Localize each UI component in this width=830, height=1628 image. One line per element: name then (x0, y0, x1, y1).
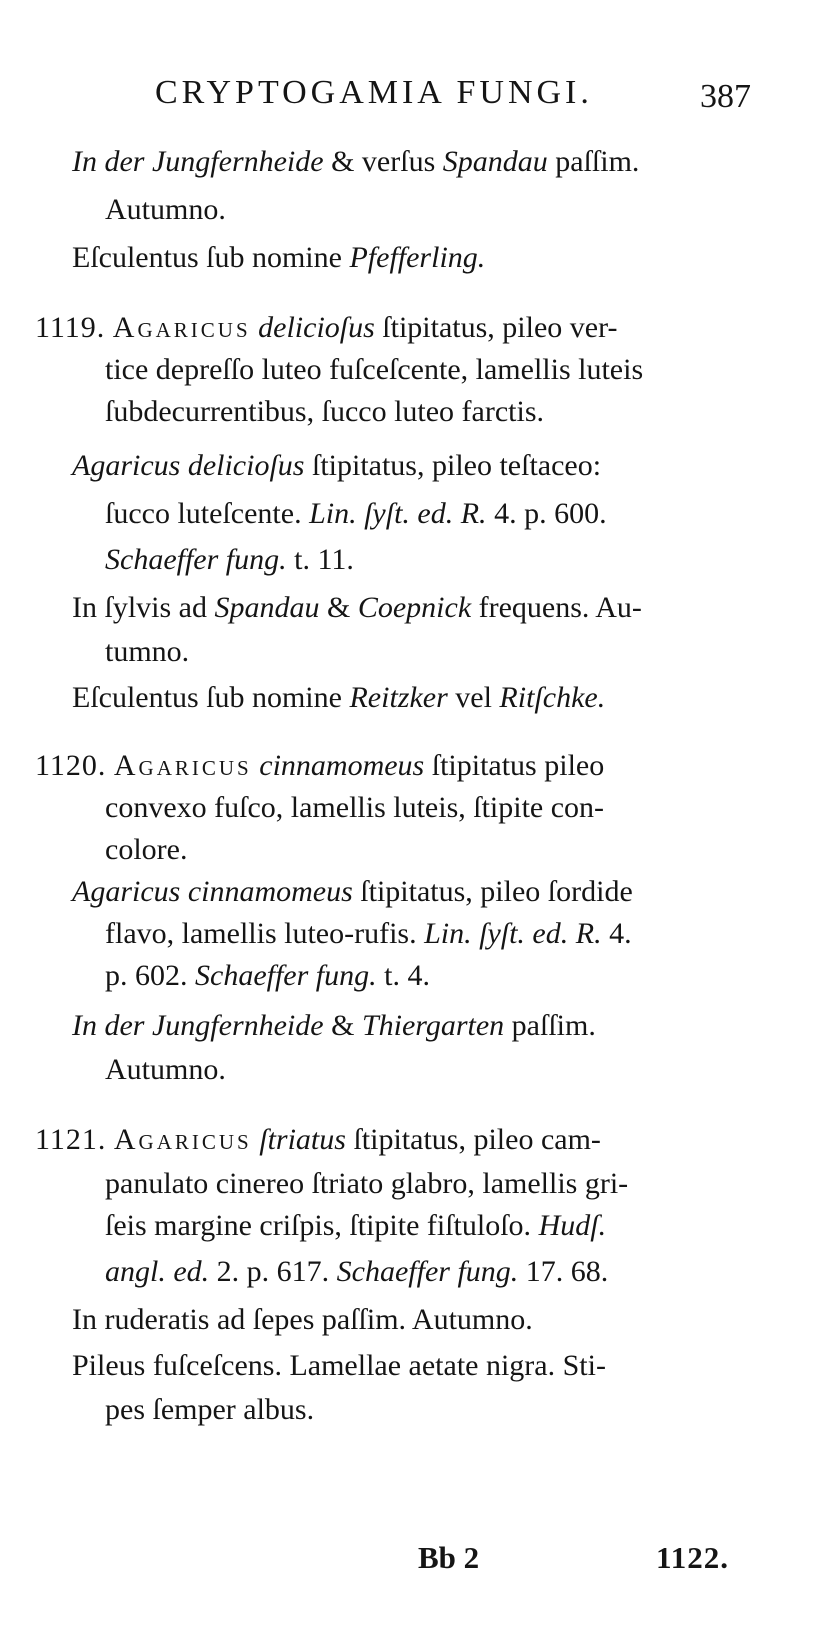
diagnosis-text: ſtipitatus, pileo ver- (374, 311, 618, 344)
habitat-line (72, 1006, 596, 1046)
reference: Schaeffer fung. (105, 543, 287, 576)
diagnosis-line: convexo fuſco, lamellis luteis, ſtipite con- (105, 791, 605, 824)
usage-line (72, 678, 605, 718)
text-run: flavo, lamellis luteo-rufis. (105, 917, 425, 950)
genus-name: Agaricus (113, 1123, 252, 1156)
entry-number: 1119. (35, 311, 106, 344)
text-run: 2. p. 617. (209, 1255, 337, 1288)
reference: Schaeffer fung. (195, 959, 377, 992)
habitat-place: Spandau (214, 591, 320, 624)
habitat-line (72, 588, 642, 628)
synonym-name: Agaricus cinnamomeus (72, 875, 353, 908)
text-run: vel (447, 681, 500, 714)
signature-mark: Bb 2 (418, 1540, 480, 1575)
reference: Hudſ. (538, 1209, 607, 1242)
synonym-line (105, 540, 354, 580)
text-run: ſucco luteſcente. (105, 497, 310, 530)
text-run: ſeis margine criſpis, ſtipite fiſtuloſo. (105, 1209, 539, 1242)
species-name: delicioſus (250, 311, 375, 344)
diagnosis-line (105, 1252, 608, 1292)
species-name: cinnamomeus (251, 749, 425, 782)
synonym-line (105, 956, 430, 996)
habitat-place: In der Jungfernheide (72, 1009, 324, 1042)
entry-heading (35, 308, 617, 348)
text-run: Eſculentus ſub nomine (72, 681, 350, 714)
text-run: 17. 68. (518, 1255, 609, 1288)
text-run: frequens. Au- (471, 591, 642, 624)
entry-number: 1120. (35, 749, 107, 782)
text-line: Autumno. (105, 193, 226, 226)
synonym-line (72, 872, 633, 912)
synonym-line (105, 494, 607, 534)
reference: Lin. ſyſt. ed. R. (424, 917, 602, 950)
genus-name: Agaricus (112, 311, 251, 344)
diagnosis-text: ſtipitatus, pileo cam- (345, 1123, 601, 1156)
diagnosis-line: ſubdecurrentibus, ſucco luteo farctis. (105, 395, 545, 428)
species-name: ſtriatus (251, 1123, 346, 1156)
text-run: & (319, 591, 358, 624)
diagnosis-line: colore. (105, 833, 188, 866)
synonym-name: Agaricus delicioſus (72, 449, 305, 482)
habitat-line: Autumno. (105, 1053, 226, 1086)
text-line (72, 238, 485, 278)
common-name: Pfefferling. (349, 241, 486, 274)
text-run: ſtipitatus, pileo teſtaceo: (304, 449, 602, 482)
text-run: paſſim. (547, 145, 640, 178)
common-name: Reitzker (349, 681, 448, 714)
genus-name: Agaricus (113, 749, 252, 782)
entry-number: 1121. (35, 1123, 107, 1156)
running-head: CRYPTOGAMIA FUNGI. (155, 74, 593, 111)
text-run: paſſim. (504, 1009, 596, 1042)
reference: angl. ed. (105, 1255, 210, 1288)
text-run: In ſylvis ad (72, 591, 215, 624)
synonym-line (105, 914, 632, 954)
text-run: p. 602. (105, 959, 195, 992)
text-line (72, 142, 639, 182)
text-run: t. 11. (286, 543, 354, 576)
diagnosis-line: tice depreſſo luteo fuſceſcente, lamellis luteis (105, 353, 644, 386)
catchword: 1122. (656, 1540, 730, 1575)
text-run: & verſus (323, 145, 443, 178)
text-run: 4. p. 600. (486, 497, 607, 530)
diagnosis-text: ſtipitatus pileo (424, 749, 605, 782)
entry-heading (35, 1120, 601, 1160)
entry-heading (35, 746, 604, 786)
habitat-line: In ruderatis ad ſepes paſſim. Autumno. (72, 1303, 533, 1336)
note-line: Pileus fuſceſcens. Lamellae aetate nigra. Sti- (72, 1349, 606, 1382)
note-line: pes ſemper albus. (105, 1393, 315, 1426)
text-run: t. 4. (376, 959, 430, 992)
diagnosis-line: panulato cinereo ſtriato glabro, lamellis gri- (105, 1167, 629, 1200)
text-run: & (323, 1009, 362, 1042)
page-number: 387 (700, 78, 751, 115)
habitat-place: In der Jungfernheide (72, 145, 324, 178)
habitat-place: Spandau (442, 145, 548, 178)
synonym-line (72, 446, 601, 486)
habitat-place: Thiergarten (361, 1009, 505, 1042)
reference: Schaeffer fung. (336, 1255, 519, 1288)
text-run: Eſculentus ſub nomine (72, 241, 350, 274)
habitat-line: tumno. (105, 635, 190, 668)
common-name: Ritſchke. (499, 681, 606, 714)
text-run: ſtipitatus, pileo ſordide (352, 875, 633, 908)
reference: Lin. ſyſt. ed. R. (309, 497, 487, 530)
text-run: 4. (601, 917, 632, 950)
diagnosis-line (105, 1206, 606, 1246)
habitat-place: Coepnick (357, 591, 472, 624)
